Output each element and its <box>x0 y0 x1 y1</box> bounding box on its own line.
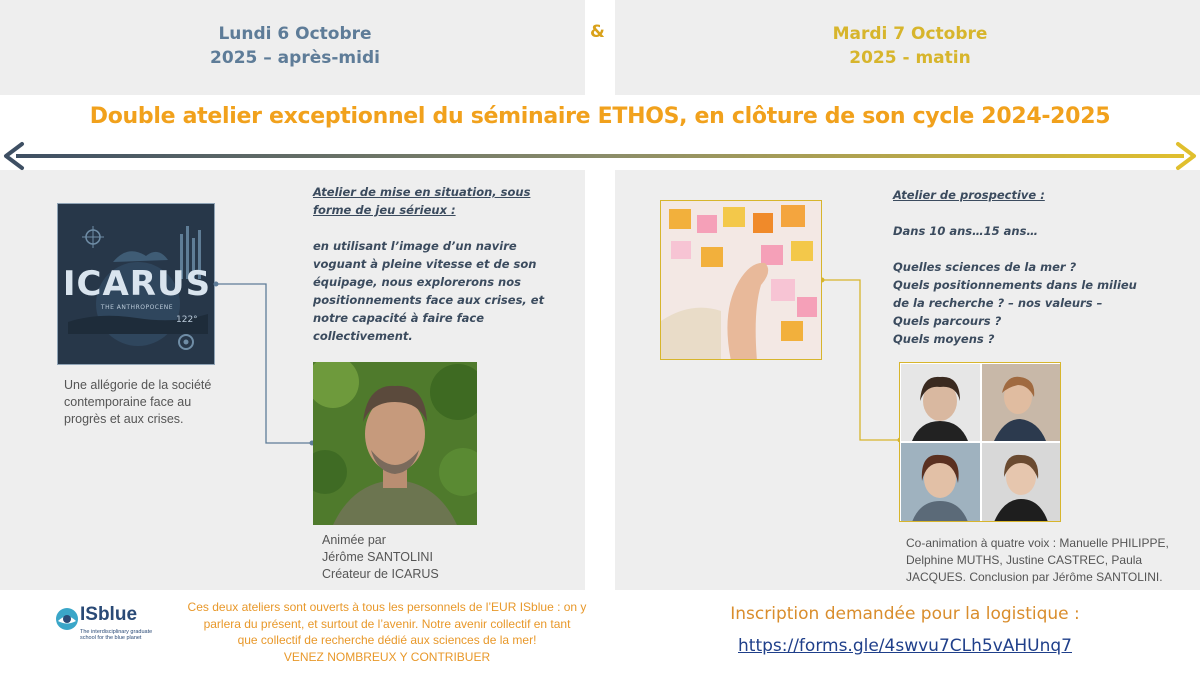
isblue-logo-tagline: The interdisciplinary graduate school for the blue planet <box>80 629 153 641</box>
footer-message-line: que collectif de recherche dédié aux sciences de la mer! <box>237 633 537 647</box>
coanimation-credit <box>906 535 1196 586</box>
portrait-artwork <box>313 362 477 525</box>
footer-message-line: Ces deux ateliers sont ouverts à tous les personnels de l’EUR ISblue : on y <box>187 600 587 614</box>
ampersand: & <box>590 22 605 42</box>
isblue-logo-icon <box>52 604 82 634</box>
sticky-notes-artwork <box>661 201 822 360</box>
left-body-line: en utilisant l’image d’un navire <box>313 239 517 253</box>
question-line: Quels positionnements dans le milieu <box>893 278 1137 292</box>
coanimators-photo-grid <box>899 362 1061 522</box>
animator-credit <box>322 532 522 583</box>
left-workshop-heading-line1: Atelier de mise en situation, sous <box>313 185 531 199</box>
right-workshop-timeframe: Dans 10 ans…15 ans… <box>893 224 1038 238</box>
left-workshop-heading-line2: forme de jeu sérieux : <box>313 203 456 217</box>
question-line: Quelles sciences de la mer ? <box>893 260 1077 274</box>
question-line: Quels moyens ? <box>893 332 995 346</box>
caption-line: contemporaine face au <box>64 395 192 409</box>
footer-message-line: parlera du présent, et surtout de l’avenir. Notre avenir collectif en tant <box>203 616 571 631</box>
right-workshop-description <box>893 186 1183 348</box>
animator-line: Animée par <box>322 533 386 547</box>
registration-link[interactable]: https://forms.gle/4swvu7CLh5vAHUnq7 <box>738 636 1072 656</box>
coanimators-artwork <box>900 363 1061 522</box>
left-body-line: équipage, nous explorerons nos <box>313 275 521 289</box>
animator-line: Jérôme SANTOLINI <box>322 550 433 564</box>
icarus-logo-text: ICARUS <box>62 264 212 304</box>
left-workshop-description <box>313 183 575 345</box>
left-body-line: positionnements face aux crises, et <box>313 293 545 307</box>
left-body-line: collectivement. <box>313 329 413 343</box>
coanimation-line: JACQUES. Conclusion par Jérôme SANTOLINI. <box>906 570 1163 584</box>
right-date-line2: 2025 - matin <box>849 48 971 68</box>
question-line: Quels parcours ? <box>893 314 1002 328</box>
inscription-heading: Inscription demandée pour la logistique : <box>730 604 1080 624</box>
sticky-notes-photo <box>660 200 822 360</box>
isblue-logo-name: ISblue <box>80 604 138 625</box>
icarus-logo-number: 122° <box>176 315 198 325</box>
coanimation-line: Delphine MUTHS, Justine CASTREC, Paula <box>906 553 1143 567</box>
animator-portrait-photo <box>313 362 477 525</box>
left-body-line: notre capacité à faire face <box>313 311 485 325</box>
caption-line: progrès et aux crises. <box>64 412 184 426</box>
footer-message-line: VENEZ NOMBREUX Y CONTRIBUER <box>283 649 491 664</box>
icarus-logo-subtitle: THE ANTHROPOCENE <box>100 304 174 311</box>
question-line: de la recherche ? – nos valeurs – <box>893 296 1103 310</box>
left-date-line2: 2025 – après-midi <box>210 48 380 68</box>
main-title: Double atelier exceptionnel du séminaire ETHOS, en clôture de son cycle 2024-2025 <box>89 104 1111 129</box>
footer-message <box>152 599 622 665</box>
right-workshop-heading: Atelier de prospective : <box>893 188 1045 202</box>
left-date-line1: Lundi 6 Octobre <box>218 24 372 44</box>
left-body-line: voguant à pleine vitesse et de son <box>313 257 537 271</box>
coanimation-line: Co-animation à quatre voix : Manuelle PHILIPPE, <box>906 536 1169 550</box>
right-date-line1: Mardi 7 Octobre <box>832 24 988 44</box>
animator-line: Créateur de ICARUS <box>322 567 439 581</box>
caption-line: Une allégorie de la société <box>64 378 212 392</box>
